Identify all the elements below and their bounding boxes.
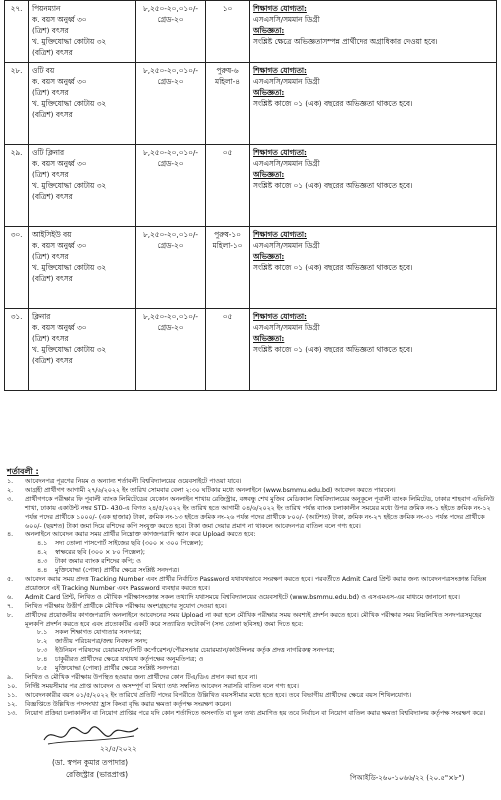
footer-code: পিআইডি-২৬০-১০৬৬/২২ (২০.৫"×৮"): [350, 774, 465, 782]
pay-line: গ্রেড-২০: [157, 77, 184, 86]
row-number: ২৮.: [5, 63, 29, 145]
experience-line: সংশ্লিষ্ট কাজে ০১ (এক) বছরের অভিজ্ঞতা থাকতে হবে।: [253, 99, 413, 108]
age-line: (ত্রিশ) বৎসর: [32, 334, 69, 343]
age-line: (বত্রিশ) বৎসর: [32, 356, 73, 365]
post-count: ০৫: [222, 148, 233, 157]
post-count: মহিলা-১০: [212, 241, 243, 250]
age-line: ক. বয়স অনুর্ধ্ব ৩০: [32, 159, 87, 168]
condition-item: ৫. আবেদন করার সময় প্রদত্ত Tracking Number এবং প্রার্থীর নির্বাচিত Password যথাযথভাবে সংরক্ষণ করতে হবে। পরবর্তীতে Admit Card প্রিন্ট করার জন্য আবেদনপত্রসংক্রান্ত বিভিন্ন প্রয়োজনে এই Tracking Number এবং Password ব্যবহার করতে হবে।: [7, 575, 487, 592]
post-cell: [29, 1, 136, 63]
post-count: পুরুষ-৬: [216, 66, 239, 75]
post-name: ক্লিনার: [32, 312, 51, 321]
age-line: (ত্রিশ) বৎসর: [32, 26, 69, 35]
count-cell: [206, 63, 250, 145]
age-line: খ. মুক্তিযোদ্ধা কোটায় ৩২: [32, 37, 107, 46]
post-cell: [29, 145, 136, 227]
age-line: ক. বয়স অনুর্ধ্ব ৩০: [32, 323, 87, 332]
signatory-name: (ডা. স্বপন কুমার তপাদার): [52, 758, 129, 767]
job-row: [5, 145, 497, 227]
upload-item: ৪.৪ মুক্তিযোদ্ধা (পোষ্য) প্রার্থীর ক্ষেত্রে সংশ্লিষ্ট সনদপত্র।: [37, 567, 180, 575]
age-line: (ত্রিশ) বৎসর: [32, 252, 69, 261]
pay-line: গ্রেড-২০: [157, 15, 184, 24]
condition-item: ৪. অনলাইনে আবেদন করার সময় প্রার্থীর নিম্নোক্ত কাগজপত্রাদি স্ক্যান করে Upload করতে হবে:: [7, 531, 256, 539]
qualification-heading: শিক্ষাগত যোগ্যতা:: [253, 4, 307, 13]
row-number: ২৭.: [5, 1, 29, 63]
job-row: [5, 227, 497, 309]
experience-heading: অভিজ্ঞতা:: [253, 252, 285, 261]
pay-line: গ্রেড-২০: [157, 323, 184, 332]
upload-item: ৪.১ সদ্য তোলা পাসপোর্ট সাইজের ছবি (৩০০ × ৩০০ পিক্সেল);: [37, 540, 204, 548]
qualification-cell: [250, 145, 497, 227]
condition-item: ৩. প্রার্থীগণকে পরীক্ষার ফি পূবালী ব্যাংক লিমিটেডের যেকোন অনলাইন শাখায় রেজিস্ট্রার, বঙ্গবন্ধু শেখ মুজিব মেডিক্যাল বিশ্ববিদ্যালয়ের অনুকূলে পূবালী ব্যাংক লিমিটেড, ঢাকার শাহবাগ এভিনিউ শাখা, ঢাকায় একাউন্ট নম্বর STD- 430-এ বিগত ২৪/৫/২০২২ ইং তারিখ হতে আগামী ০৪/৬/২০২২ ইং তারিখ পর্যন্ত ব্যাংক চলাকালীন সময়ের মধ্যে উপর ক্রমিক নং-১ হইতে ক্রমিক নং-১২ পর্যন্ত পদের প্রার্থীকে ১০০০/- (এক হাজার) টাকা, ক্রমিক নং-১৩ হইতে ক্রমিক নং-২৬ পর্যন্ত পদের প্রার্থীকে ৮০০/- (আটশত) টাকা, ক্রমিক নং-২৭ হইতে ক্রমিক নং-৩১ পর্যন্ত পদের প্রার্থীকে ৬০০/- (ছয়শত) টাকা জমা দিয়ে রশিদের কপি সংযুক্ত করতে হবে। টাকা জমা দেয়ার প্রমাণ না থাকলে আবেদনপত্র বাতিল বলে গণ্য হবে।: [7, 495, 495, 530]
qualification-line: এসএসসি/সমমান ডিগ্রী: [253, 15, 320, 24]
post-name: পিয়নম্যান: [32, 4, 61, 13]
age-line: ক. বয়স অনুর্ধ্ব ৩০: [32, 15, 87, 24]
experience-heading: অভিজ্ঞতা:: [253, 334, 285, 343]
age-line: (ত্রিশ) বৎসর: [32, 170, 69, 179]
condition-item: ১৩. নিয়োগ প্রক্রিয়া চলাকালীন বা নিয়োগ প্রাপ্তির পরে যদি কোন শর্তাদিতে অসংগতি বা ভুল তথ্য প্রমাণিত হয় তবে নির্বাচন বা নিয়োগ বাতিল করার ক্ষমতা বিশ্ববিদ্যালয় কর্তৃপক্ষ সংরক্ষণ করে।: [7, 709, 486, 717]
condition-item: ২. আগ্রহী প্রার্থীগণ আগামী ২৭/৬/২০২২ ইং তারিখ সোমবার বেলা ২:৩০ ঘটিকার মধ্যে অনলাইনে (www.bsmmu.edu.bd) আবেদন করতে পারবেন।: [7, 486, 396, 494]
experience-line: সংশ্লিষ্ট কাজে ০১ (এক) বছরের অভিজ্ঞতা থাকতে হবে।: [253, 345, 413, 354]
post-cell: [29, 227, 136, 309]
pay-line: ৮,২৫০-২০,০১০/-: [142, 230, 199, 239]
experience-line: সংশ্লিষ্ট ক্ষেত্রে অভিজ্ঞতাসম্পন্ন প্রার্থীদের অগ্রাধিকার দেওয়া হবে।: [253, 37, 438, 46]
signature-date: ২২/৫/২০২২: [100, 745, 137, 753]
age-line: খ. মুক্তিযোদ্ধা কোটায় ৩২: [32, 99, 107, 108]
age-line: (বত্রিশ) বৎসর: [32, 274, 73, 283]
upload-item: ৪.৩ টাকা জমার ব্যাংক রশিদের কপি; ও: [37, 558, 141, 566]
post-count: মহিলা-৪: [215, 77, 240, 86]
pay-cell: [136, 63, 206, 145]
age-line: ক. বয়স অনুর্ধ্ব ৩০: [32, 241, 87, 250]
document-item: ৮.৩ ইউনিয়ন পরিষদের চেয়ারম্যান/সিটি কর্পোরেশন/পৌরসভার চেয়ারম্যান/কাউন্সিলর কর্তৃক প্রদত্ত নাগরিকত্ব সনদপত্র;: [37, 647, 335, 655]
qualification-cell: [250, 63, 497, 145]
qualification-heading: শিক্ষাগত যোগ্যতা:: [253, 66, 307, 75]
signatory-title: রেজিস্ট্রার (ভারপ্রাপ্ত): [66, 770, 129, 779]
pay-cell: [136, 1, 206, 63]
experience-heading: অভিজ্ঞতা:: [253, 170, 285, 179]
age-line: (বত্রিশ) বৎসর: [32, 110, 73, 119]
job-table: [4, 0, 497, 391]
qualification-line: এসএসসি/সমমান ডিগ্রী: [253, 323, 320, 332]
post-name: আইসিইউ বয়: [32, 230, 72, 239]
job-row: [5, 63, 497, 145]
pay-line: ৮,২৫০-২০,০১০/-: [142, 312, 199, 321]
post-name: ওটি ক্লিনার: [32, 148, 65, 157]
age-line: (ত্রিশ) বৎসর: [32, 88, 69, 97]
pay-cell: [136, 145, 206, 227]
pay-cell: [136, 227, 206, 309]
age-line: ক. বয়স অনুর্ধ্ব ৩০: [32, 77, 87, 86]
document-item: ৮.২ জাতীয় পরিচয়পত্র/জন্ম নিবন্ধন সনদ;: [37, 638, 148, 646]
count-cell: [206, 1, 250, 63]
post-cell: [29, 309, 136, 391]
qualification-cell: [250, 227, 497, 309]
pay-line: গ্রেড-২০: [157, 241, 184, 250]
job-row: [5, 1, 497, 63]
pay-line: ৮,২৫০-২০,০১০/-: [142, 4, 199, 13]
pay-line: ৮,২৫০-২০,০১০/-: [142, 66, 199, 75]
condition-item: ৬. Admit Card প্রিন্ট, লিখিত ও মৌখিক পরীক্ষাসংক্রান্ত সকল তথ্যাদি যথাসময়ে বিশ্ববিদ্যালয়ের ওয়েবসাইটে (www.bsmmu.edu.bd) ও এসএমএস-এর মাধ্যমে জানানো হবে।: [7, 593, 460, 601]
qualification-heading: শিক্ষাগত যোগ্যতা:: [253, 230, 307, 239]
condition-item: ৭. লিখিত পরীক্ষায় উত্তীর্ণ প্রার্থীকে মৌখিক পরীক্ষায় অংশগ্রহণের সুযোগ দেওয়া হবে।: [7, 602, 227, 610]
experience-heading: অভিজ্ঞতা:: [253, 88, 285, 97]
condition-item: ১০. নির্দিষ্ট সময়সীমার পর প্রাপ্ত আবেদন ও অসম্পূর্ণ বা মিথ্যা তথ্য সম্বলিত আবেদন সরাসরি বাতিল বলে গণ্য হবে।: [7, 682, 299, 690]
document-item: ৮.৪ চাকুরীরত প্রার্থীদের ক্ষেত্রে যথাযথ কর্তৃপক্ষের অনুমতিপত্র; ও: [37, 656, 204, 664]
age-line: (বত্রিশ) বৎসর: [32, 48, 73, 57]
qualification-line: এসএসসি/সমমান ডিগ্রী: [253, 77, 320, 86]
qualification-heading: শিক্ষাগত যোগ্যতা:: [253, 312, 307, 321]
experience-line: সংশ্লিষ্ট কাজে ০১ (এক) বছরের অভিজ্ঞতা থাকতে হবে।: [253, 181, 413, 190]
experience-heading: অভিজ্ঞতা:: [253, 26, 285, 35]
count-cell: [206, 309, 250, 391]
condition-item: ৮. প্রার্থীদের প্রয়োজনীয় কাগজপত্রাদি অনলাইনে আবেদনের সময় Upload না করা হলে মৌখিক পরীক্ষার সময় অবশ্যই প্রদর্শন করতে হবে। মৌখিক পরীক্ষার সময় নিম্নলিখিত সনদপত্রসমূহের মূলকপি প্রদর্শন করতে হবে এবং প্রত্যেকটির একটি করে সত্যায়িত ফটোকপি (সদ্য তোলা ছবিসহ) জমা দিতে হবে:: [7, 611, 482, 628]
condition-item: ৯. লিখিত ও মৌখিক পরীক্ষায় উপস্থিত হওয়ার জন্য প্রার্থীদের কোন টিএ/ডিএ প্রদান করা হবে না।: [7, 673, 258, 681]
post-count: ০৫: [222, 312, 233, 321]
age-line: খ. মুক্তিযোদ্ধা কোটায় ৩২: [32, 181, 107, 190]
count-cell: [206, 145, 250, 227]
row-number: ২৯.: [5, 145, 29, 227]
pay-line: গ্রেড-২০: [157, 159, 184, 168]
post-count: পুরুষ-১০: [214, 230, 241, 239]
document-item: ৮.৫ মুক্তিযোদ্ধা (পোষ্য) প্রার্থীর ক্ষেত্রে সংশ্লিষ্ট সনদপত্র।: [37, 665, 180, 673]
conditions-title: শর্তাবলী :: [7, 467, 39, 476]
post-count: ১০: [222, 4, 233, 13]
condition-item: ১১. আবেদনকারীর বয়স ০১/৫/২০২২ ইং তারিখে প্রতিটি পদের বিপরীতে উল্লিখিত বয়সসীমার মধ্যে হতে হবে। তবে বিভাগীয় প্রার্থীদের ক্ষেত্রে বয়স শিথিলযোগ্য।: [7, 691, 412, 699]
qualification-cell: [250, 1, 497, 63]
condition-item: ১২. বিজ্ঞপ্তিতে উল্লিখিত পদসংখ্যা হ্রাস কিংবা বৃদ্ধি করার ক্ষমতা কর্তৃপক্ষ সংরক্ষণ করেন।: [7, 700, 232, 708]
job-row: [5, 309, 497, 391]
row-number: ৩০.: [5, 227, 29, 309]
upload-item: ৪.২ স্বাক্ষরের ছবি (৩০০ × ৮০ পিক্সেল);: [37, 549, 146, 557]
condition-item: ১. আবেদনপত্র পূরণের নিয়ম ও অন্যান্য শর্তাবলী বিশ্ববিদ্যালয়ের ওয়েবসাইটে পাওয়া যাবে।: [7, 478, 242, 485]
age-line: খ. মুক্তিযোদ্ধা কোটায় ৩২: [32, 263, 107, 272]
post-cell: [29, 63, 136, 145]
age-line: (বত্রিশ) বৎসর: [32, 192, 73, 201]
row-number: ৩১.: [5, 309, 29, 391]
pay-cell: [136, 309, 206, 391]
qualification-heading: শিক্ষাগত যোগ্যতা:: [253, 148, 307, 157]
experience-line: সংশ্লিষ্ট কাজে ০১ (এক) বছরের অভিজ্ঞতা থাকতে হবে।: [253, 263, 413, 272]
post-name: ওটি বয়: [32, 66, 55, 75]
qualification-cell: [250, 309, 497, 391]
signature-image: [38, 720, 148, 754]
conditions-list: [7, 478, 497, 718]
pay-line: ৮,২৫০-২০,০১০/-: [142, 148, 199, 157]
age-line: খ. মুক্তিযোদ্ধা কোটায় ৩২: [32, 345, 107, 354]
qualification-line: এসএসসি/সমমান ডিগ্রী: [253, 159, 320, 168]
document-item: ৮.১ সকল শিক্ষাগত যোগ্যতার সনদপত্র;: [37, 629, 142, 637]
qualification-line: এসএসসি/সমমান ডিগ্রী: [253, 241, 320, 250]
count-cell: [206, 227, 250, 309]
